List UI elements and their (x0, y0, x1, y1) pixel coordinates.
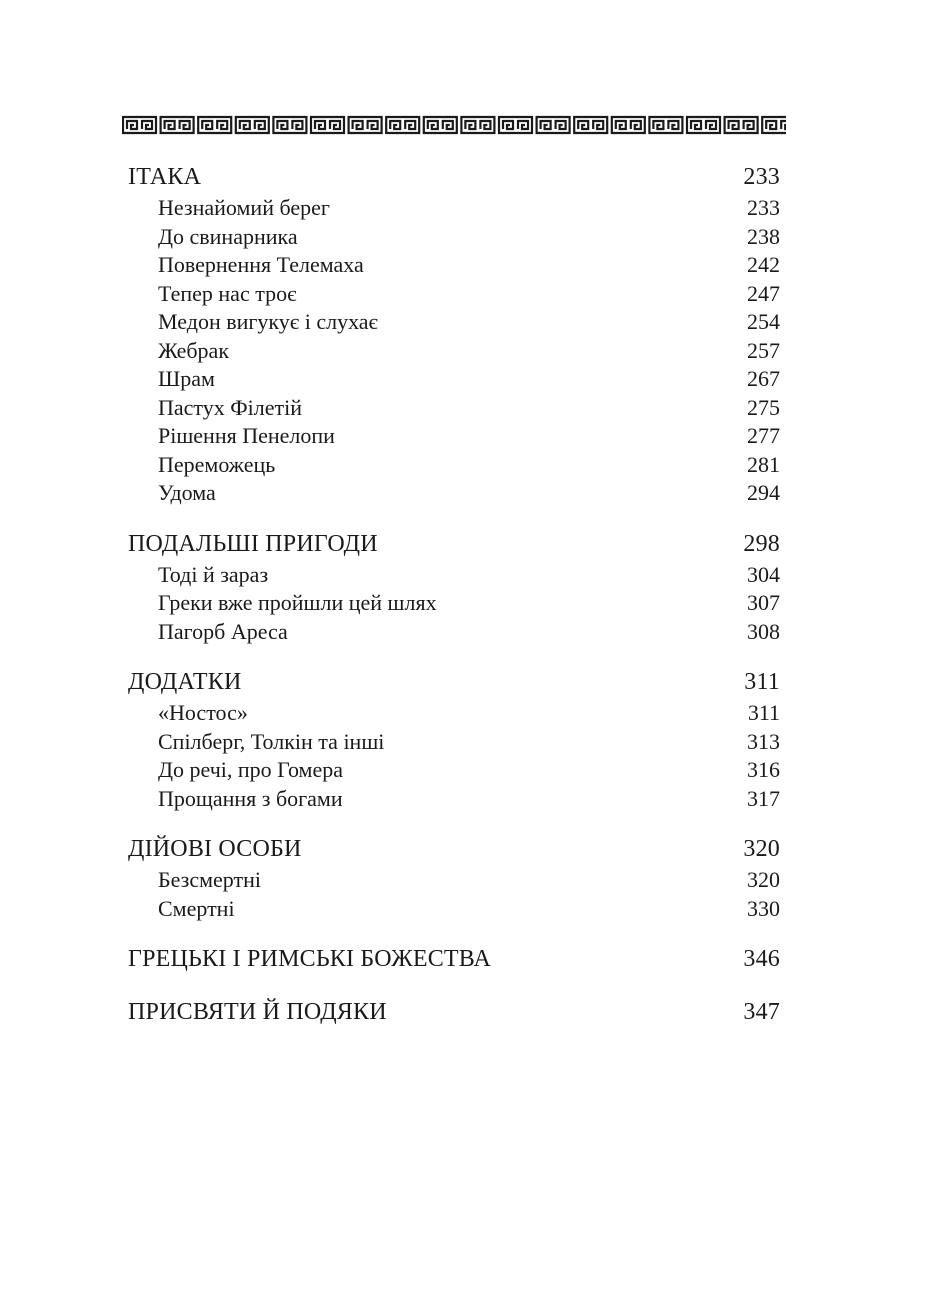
entry-page-number: 317 (747, 785, 780, 811)
section-spacer (128, 976, 780, 995)
meander-unit-icon (461, 117, 494, 133)
entry-title: Переможець (158, 451, 276, 477)
section-page-number: 347 (743, 999, 780, 1025)
section-title: ГРЕЦЬКІ І РИМСЬКІ БОЖЕСТВА (128, 946, 492, 972)
toc-entry[interactable] (128, 251, 780, 280)
entry-page-number: 294 (747, 480, 780, 505)
toc-section-heading[interactable] (128, 995, 780, 1029)
toc-entry[interactable] (128, 365, 780, 394)
toc-entry[interactable] (128, 337, 780, 366)
table-of-contents (128, 160, 780, 1029)
toc-entry[interactable] (128, 618, 780, 647)
section-page-number: 233 (743, 164, 780, 190)
entry-title: Медон вигукує і слухає (158, 309, 378, 334)
meander-unit-icon (537, 117, 570, 133)
entry-page-number: 257 (747, 337, 780, 363)
meander-unit-icon (236, 117, 269, 133)
entry-title: До свинарника (158, 223, 298, 249)
entry-title: Пагорб Ареса (158, 618, 288, 644)
meander-unit-icon (687, 117, 720, 133)
entry-page-number: 330 (747, 895, 780, 921)
toc-entry[interactable] (128, 895, 780, 924)
toc-section-heading[interactable] (128, 832, 780, 866)
toc-entry[interactable] (128, 394, 780, 423)
entry-page-number: 311 (747, 700, 780, 725)
meander-unit-icon (311, 117, 344, 133)
entry-title: Тепер нас троє (158, 280, 297, 306)
meander-unit-icon (386, 117, 419, 133)
entry-title: Прощання з богами (158, 785, 343, 811)
meander-unit-icon (574, 117, 607, 133)
entry-page-number: 267 (747, 366, 780, 391)
toc-entry[interactable] (128, 308, 780, 337)
entry-page-number: 320 (747, 867, 780, 892)
entry-title: Пастух Філетій (158, 394, 302, 420)
entry-title: Смертні (158, 895, 235, 921)
entry-title: Тоді й зараз (158, 561, 269, 587)
toc-entry[interactable] (128, 280, 780, 309)
entry-page-number: 307 (747, 590, 780, 615)
toc-entry[interactable] (128, 194, 780, 223)
toc-entry[interactable] (128, 866, 780, 895)
meander-unit-icon (273, 117, 306, 133)
entry-page-number: 254 (747, 309, 780, 334)
section-spacer (128, 646, 780, 665)
entry-title: Рішення Пенелопи (158, 423, 335, 448)
greek-key-border-icon (122, 114, 786, 136)
entry-title: Спілберг, Толкін та інші (158, 728, 385, 754)
toc-section-heading[interactable] (128, 160, 780, 194)
entry-title: «Ностос» (158, 700, 248, 725)
entry-page-number: 313 (747, 728, 780, 754)
toc-section (128, 665, 780, 813)
section-page-number: 320 (743, 836, 780, 862)
meander-unit-icon (349, 117, 382, 133)
toc-entry[interactable] (128, 589, 780, 618)
toc-section-heading[interactable] (128, 942, 780, 976)
entry-page-number: 281 (747, 451, 780, 477)
toc-entry[interactable] (128, 479, 780, 508)
toc-entry[interactable] (128, 785, 780, 814)
section-title: ПРИСВЯТИ Й ПОДЯКИ (128, 999, 387, 1025)
section-title: ДОДАТКИ (128, 669, 242, 695)
toc-entry[interactable] (128, 451, 780, 480)
meander-unit-icon (762, 117, 786, 133)
toc-section (128, 527, 780, 647)
toc-section-heading[interactable] (128, 665, 780, 699)
meander-unit-icon (499, 117, 532, 133)
entry-page-number: 247 (747, 280, 780, 306)
toc-entry[interactable] (128, 699, 780, 728)
entry-title: До речі, про Гомера (158, 757, 343, 782)
toc-entry[interactable] (128, 561, 780, 590)
entry-page-number: 242 (747, 252, 780, 277)
toc-section (128, 995, 780, 1029)
toc-section-heading[interactable] (128, 527, 780, 561)
meander-unit-icon (424, 117, 457, 133)
meander-unit-icon (198, 117, 231, 133)
meander-unit-icon (725, 117, 758, 133)
entry-title: Шрам (158, 366, 215, 391)
meander-unit-icon (161, 117, 194, 133)
section-page-number: 346 (743, 946, 780, 972)
meander-unit-icon (649, 117, 682, 133)
toc-section (128, 832, 780, 923)
section-spacer (128, 923, 780, 942)
entry-page-number: 233 (747, 195, 780, 220)
entry-title: Безсмертні (158, 867, 262, 892)
meander-unit-icon (123, 117, 156, 133)
meander-unit-icon (612, 117, 645, 133)
entry-page-number: 316 (747, 757, 780, 782)
section-spacer (128, 813, 780, 832)
section-page-number: 311 (744, 669, 780, 695)
section-page-number: 298 (743, 530, 780, 557)
toc-entry[interactable] (128, 422, 780, 451)
entry-title: Незнайомий берег (158, 195, 330, 220)
entry-page-number: 277 (747, 423, 780, 448)
toc-entry[interactable] (128, 728, 780, 757)
entry-title: Греки вже пройшли цей шлях (158, 590, 437, 615)
section-title: ІТАКА (128, 164, 202, 190)
toc-entry[interactable] (128, 756, 780, 785)
section-title: ДІЙОВІ ОСОБИ (128, 836, 302, 862)
entry-title: Повернення Телемаха (158, 252, 364, 277)
entry-page-number: 238 (747, 223, 780, 249)
section-spacer (128, 508, 780, 527)
toc-entry[interactable] (128, 223, 780, 252)
section-title: ПОДАЛЬШІ ПРИГОДИ (128, 530, 378, 557)
entry-title: Жебрак (158, 337, 230, 363)
entry-page-number: 308 (747, 618, 780, 644)
entry-page-number: 304 (747, 561, 780, 587)
toc-section (128, 160, 780, 508)
entry-page-number: 275 (747, 394, 780, 420)
entry-title: Удома (158, 480, 216, 505)
toc-section (128, 942, 780, 976)
